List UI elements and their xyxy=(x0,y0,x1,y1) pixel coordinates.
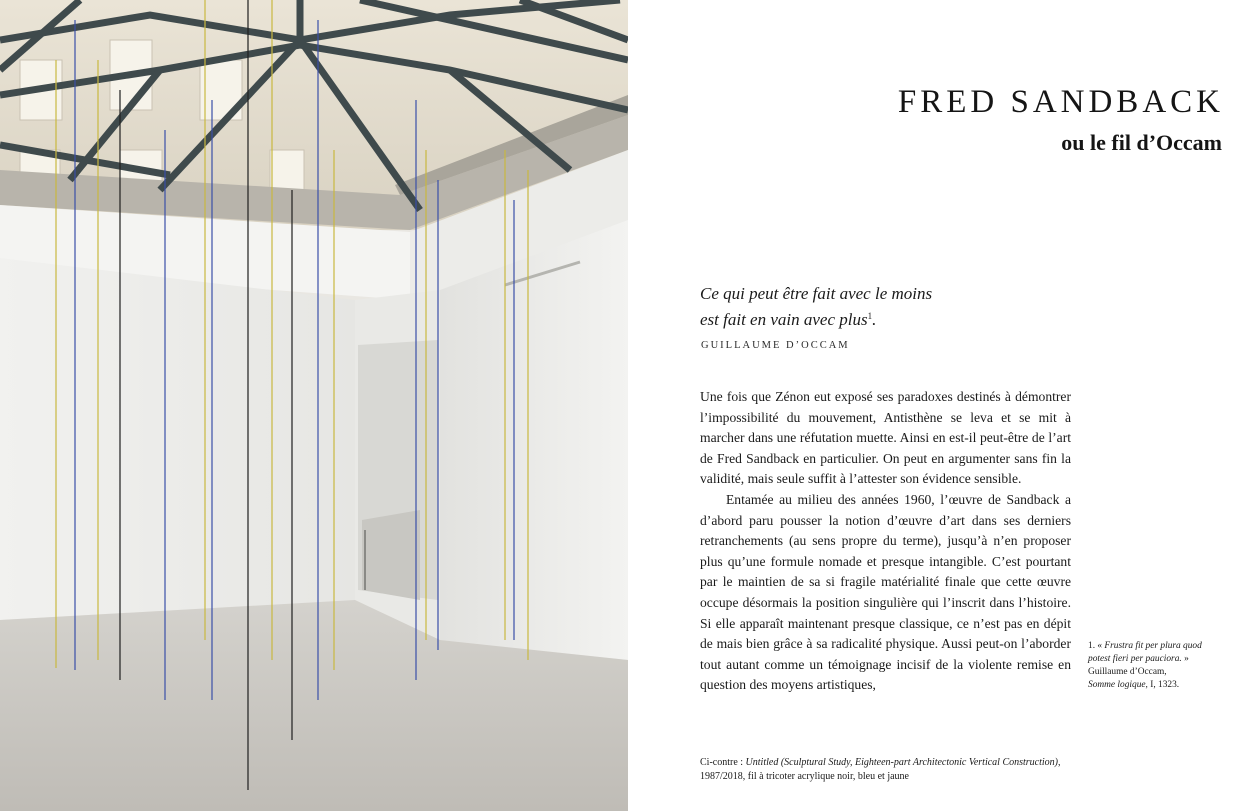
right-wall xyxy=(440,220,628,660)
epigraph-line-2: est fait en vain avec plus$^1$. xyxy=(700,310,877,329)
paragraph-1: Une fois que Zénon eut exposé ses paradoxes destinés à démontrer l’impossibilité du mouvement, Antisthène se leva et se mit à marcher dans une réfutation muette. Ainsi en est-il peut-être de l’art de Fred Sandback en particulier. On peut en argumenter sans fin la validité, mais seule suffit à l’attester son évidence sensible. xyxy=(700,389,1071,487)
artwork-details: 1987/2018, fil à tricoter acrylique noir, bleu et jaune xyxy=(700,771,909,782)
footnote-work: Somme logique xyxy=(1088,680,1146,690)
gallery-illustration xyxy=(0,0,628,811)
article-title: FRED SANDBACK xyxy=(897,84,1224,120)
article-subtitle: ou le fil d’Occam xyxy=(1061,130,1222,155)
epigraph-line-1: Ce qui peut être fait avec le moins xyxy=(700,284,933,303)
body-text xyxy=(700,387,1071,696)
epigraph-author: GUILLAUME D’OCCAM xyxy=(701,340,850,351)
footnote-ref[interactable]: 1 xyxy=(867,311,873,321)
photo-caption: Ci-contre : Untitled (Sculptural Study, Eighteen-part Architectonic Vertical Construction), 1987/2018, fil à tricoter acrylique noir, bleu et jaune xyxy=(700,757,1061,782)
paragraph-2: Entamée au milieu des années 1960, l’œuvre de Sandback a d’abord paru pousser la notion d’œuvre d’art dans ses derniers retranchements (au sens propre du terme), jusqu’à n’en proposer plus qu’une formule nomade et presque intangible. C’est pourtant par le maintien de sa si fragile matérialité finale que cette œuvre occupe désormais la position singulière qui l’inscrit dans l’histoire. Si elle apparaît maintenant presque classique, ce n’est pas en dépit de mais bien grâce à sa radicalité physique. Aussi peut-on l’aborder tout autant comme un témoignage incisif de la violente remise en question des moyens artistiques, xyxy=(700,491,1071,693)
footnote: 1. « Frustra fit per plura quod potest fieri per pauciora. » Guillaume d’Occam, Somme logique, I, 1323. xyxy=(1088,641,1202,690)
artwork-title: Untitled (Sculptural Study, Eighteen-part Architectonic Vertical Construction) xyxy=(745,757,1058,768)
gallery-photograph xyxy=(0,0,628,811)
left-wall xyxy=(0,258,355,620)
epigraph-quote xyxy=(700,283,1030,331)
footnote-author: Guillaume d’Occam, xyxy=(1088,667,1167,677)
